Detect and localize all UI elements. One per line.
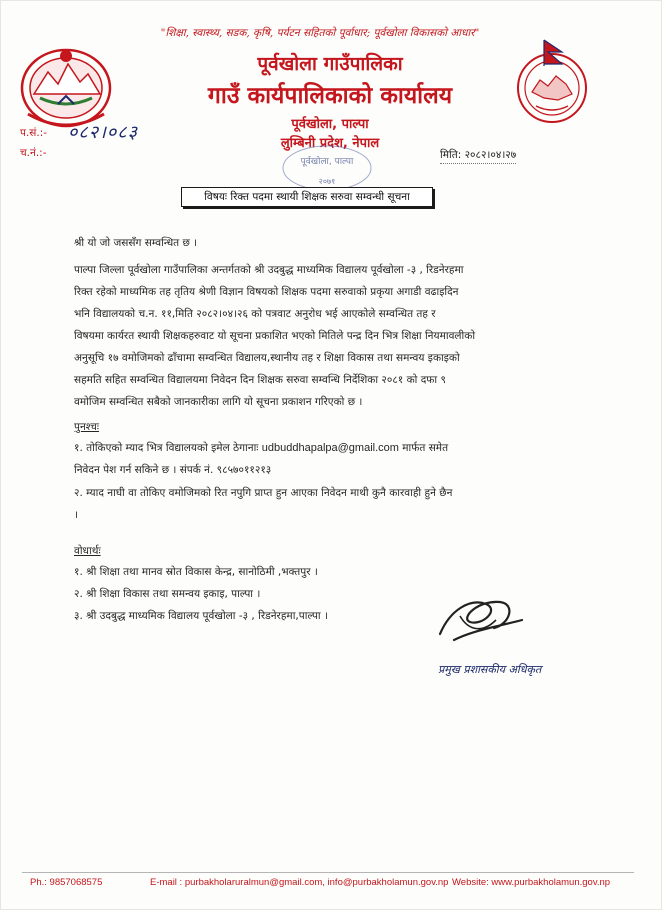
cc-heading: वोधार्थः [74, 545, 101, 557]
cc-item: १. श्री शिक्षा तथा मानव स्रोत विकास केन्द्र, सानोठिमी ,भक्तपुर । [74, 566, 318, 578]
nepal-emblem-icon [18, 44, 114, 130]
office-name: गाउँ कार्यपालिकाको कार्यालय [207, 83, 453, 109]
signature-icon [430, 590, 530, 648]
school-email-link[interactable]: udbuddhapalpa@gmail.com [261, 442, 399, 454]
stamp-text: पूर्वखोला, पाल्पा [300, 157, 354, 167]
paragraph-line: वमोजिम सम्वन्धित सबैको जानकारीका लागि यो सूचना प्रकाशन गरिएको छ । [74, 396, 363, 408]
paragraph-line: सहमति सहित सम्वन्धित विद्यालयमा निवेदन दिन शिक्षक सरुवा सम्वन्धि निर्देशिका २०८१ को दफा ९ [74, 374, 446, 386]
note-1-line-2: निवेदन पेश गर्न सकिने छ । संपर्क नं. ९८५७०११२१३ [74, 464, 272, 476]
note-1 [74, 441, 448, 455]
address-line-2: लुम्बिनी प्रदेश, नेपाल [280, 136, 380, 151]
signatory-title: प्रमुख प्रशासकीय अधिकृत [438, 663, 542, 676]
footer-phone: Ph.: 9857068575 [30, 877, 103, 888]
footer-divider [22, 872, 634, 873]
footer-email[interactable]: E-mail : purbakholaruralmun@gmail.com, info@purbakholamun.gov.np [150, 877, 449, 888]
subject-box: विषयः रिक्त पदमा स्थायी शिक्षक सरुवा सम्वन्धी सूचना [181, 187, 433, 207]
office-stamp-icon [272, 142, 382, 192]
note-2: २. म्याद नाघी वा तोकिए वमोजिमको रित नपुगि प्राप्त हुन आएका निवेदन माथी कुनै कारवाही हुने छैन [74, 487, 453, 499]
paragraph-line: भनि विद्यालयको च.न. ११,मिति २०८२।०४।२६ को पत्रवाट अनुरोध भई आएकोले सम्वन्धित तह र [74, 308, 436, 320]
cn-label: च.नं.:- [20, 147, 47, 159]
slogan: "शिक्षा, स्वास्थ्य, सडक, कृषि, पर्यटन सहितको पूर्वाधार; पूर्वखोला विकासको आधार" [160, 27, 480, 39]
municipality-logo-icon [514, 36, 590, 134]
municipality-name: पूर्वखोला गाउँपालिका [257, 53, 403, 75]
cc-item: ३. श्री उदबुद्ध माध्यमिक विद्यालय पूर्वखोला -३ , रिडनेरहमा,पाल्पा । [74, 610, 328, 622]
note-2-line-2: । [74, 509, 78, 521]
paragraph-line: पाल्पा जिल्ला पूर्वखोला गाउँपालिका अन्तर्गतको श्री उदबुद्ध माध्यमिक विद्यालय पूर्वखोला -३ , रिडनेरहमा [74, 264, 464, 276]
cc-item: २. श्री शिक्षा विकास तथा समन्वय इकाइ, पाल्पा । [74, 588, 261, 600]
paragraph-line: रिक्त रहेको माध्यमिक तह तृतिय श्रेणी विज्ञान विषयको शिक्षक पदमा सरुवाको प्रकृया अगाडी वढाइदिन [74, 286, 459, 298]
paragraph-line: विषयमा कार्यरत स्थायी शिक्षकहरुवाट यो सूचना प्रकाशित भएको मितिले पन्द्र दिन भित्र शिक्षा नियमावलीको [74, 330, 476, 342]
letter-date [440, 148, 516, 162]
footer-website[interactable]: Website: www.purbakholamun.gov.np [452, 877, 611, 888]
ps-number: ०८२।०८३ [68, 122, 138, 143]
ps-label: प.सं.:- [20, 127, 48, 139]
paragraph-line: अनुसूचि १७ वमोजिमको ढाँचामा सम्वन्धित विद्यालय,स्थानीय तह र शिक्षा विकास तथा समन्वय इकाइको [74, 352, 460, 364]
stamp-year: २०७१ [318, 177, 336, 186]
note-1-after: मार्फत समेत [402, 442, 449, 454]
address-line-1: पूर्वखोला, पाल्पा [291, 117, 369, 132]
salutation: श्री यो जो जससँग सम्वन्धित छ । [74, 237, 198, 249]
date-text: मिति: २०८२।०४।२७ [440, 149, 517, 161]
postscript-heading: पुनश्चः [74, 421, 100, 433]
note-1-text: १. तोकिएको म्याद भित्र विद्यालयको इमेल ठेगानाः [74, 442, 259, 454]
